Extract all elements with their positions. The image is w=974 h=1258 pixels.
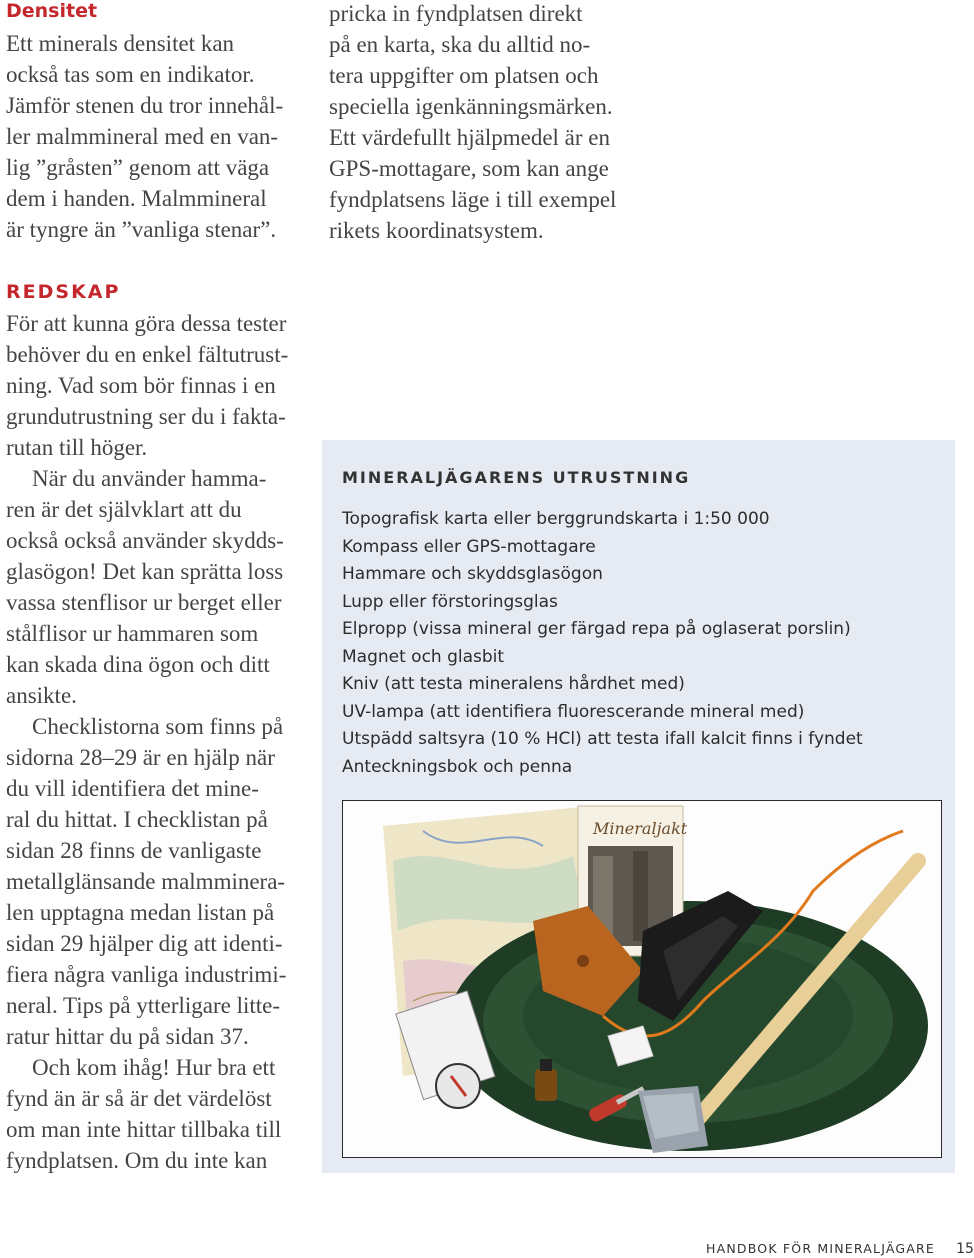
text-line: ratur hittar du på sidan 37. [6,1024,249,1049]
text-line: fyndplatsens läge i till exempel [329,187,617,212]
footer-title: HANDBOK FÖR MINERALJÄGARE [706,1241,936,1256]
text-line: rutan till höger. [6,435,148,460]
text-line: också också använder skydds- [6,528,284,553]
text-line: sidan 28 finns de vanligaste [6,838,262,863]
text-line: ansikte. [6,683,77,708]
text-line: stålflisor ur hammaren som [6,621,259,646]
text-line: om man inte hittar tillbaka till [6,1117,282,1142]
list-item: Hammare och skyddsglasögon [342,564,603,584]
text-line: pricka in fyndplatsen direkt [329,1,583,26]
equipment-illustration [343,801,941,1157]
list-item: Kompass eller GPS-mottagare [342,536,596,557]
text-line: glasögon! Det kan sprätta loss [6,559,284,584]
equipment-photo [342,800,942,1158]
text-line: ler malmmineral med en van- [6,124,279,149]
text-line: behöver du en enkel fältutrust- [6,342,289,367]
text-line: fiera några vanliga industrimi- [6,962,287,987]
text-line: Ett värdefullt hjälpmedel är en [329,125,610,150]
densitet-body [6,28,306,245]
text-line: på en karta, ska du alltid no- [329,32,591,57]
text-line: fynd än är så är det värdelöst [6,1086,272,1111]
text-line: ral du hittat. I checklistan på [6,807,268,832]
text-line: Och kom ihåg! Hur bra ett [32,1055,276,1080]
equipment-factbox [322,440,955,1173]
text-line: Checklistorna som finns på [32,714,284,739]
text-line: tera uppgifter om platsen och [329,63,599,88]
text-line: sidorna 28–29 är en hjälp när [6,745,275,770]
text-line: ren är det självklart att du [6,497,242,522]
text-line: Jämför stenen du tror innehål- [6,93,284,118]
text-line: lig ”gråsten” genom att väga [6,155,270,180]
text-line: sidan 29 hjälper dig att identi- [6,931,283,956]
text-line: kan skada dina ögon och ditt [6,652,270,677]
text-line: fyndplatsen. Om du inte kan [6,1148,268,1173]
densitet-section [6,0,306,245]
text-line: speciella igenkänningsmärken. [329,94,613,119]
list-item: UV-lampa (att identifiera fluorescerande mineral med) [342,701,805,722]
text-line: len upptagna medan listan på [6,900,275,925]
text-line: För att kunna göra dessa tester [6,311,287,336]
list-item: Kniv (att testa mineralens hårdhet med) [342,674,685,694]
text-line: När du använder hamma- [32,466,267,491]
page-number: 15 [956,1241,974,1257]
redskap-heading: REDSKAP [6,281,121,303]
text-line: du vill identifiera det mine- [6,776,259,801]
factbox-title: MINERALJÄGARENS UTRUSTNING [342,468,691,487]
list-item: Magnet och glasbit [342,646,505,667]
list-item: Elpropp (vissa mineral ger färgad repa på oglaserat porslin) [342,619,851,639]
list-item: Lupp eller förstoringsglas [342,591,558,612]
book-title: Mineraljakt [593,819,688,838]
equipment-list [342,506,863,781]
list-item: Anteckningsbok och penna [342,756,573,777]
text-line: grundutrustning ser du i fakta- [6,404,286,429]
text-line: också tas som en indikator. [6,62,255,87]
fyndplats-paragraph [329,0,649,246]
text-line: metallglänsande malmminera- [6,869,286,894]
text-line: rikets koordinatsystem. [329,218,544,243]
text-line: ning. Vad som bör finnas i en [6,373,276,398]
densitet-heading: Densitet [6,0,98,22]
list-item: Utspädd saltsyra (10 % HCl) att testa ifall kalcit finns i fyndet [342,729,863,749]
redskap-section [6,280,316,1176]
page-footer [706,1238,974,1257]
text-line: vassa stenflisor ur berget eller [6,590,282,615]
text-line: neral. Tips på ytterligare litte- [6,993,281,1018]
text-line: GPS-mottagare, som kan ange [329,156,609,181]
text-line: är tyngre än ”vanliga stenar”. [6,217,277,242]
text-line: dem i handen. Malmmineral [6,186,267,211]
text-line: Ett minerals densitet kan [6,31,235,56]
redskap-body [6,308,316,1176]
list-item: Topografisk karta eller berggrundskarta i 1:50 000 [342,509,770,529]
